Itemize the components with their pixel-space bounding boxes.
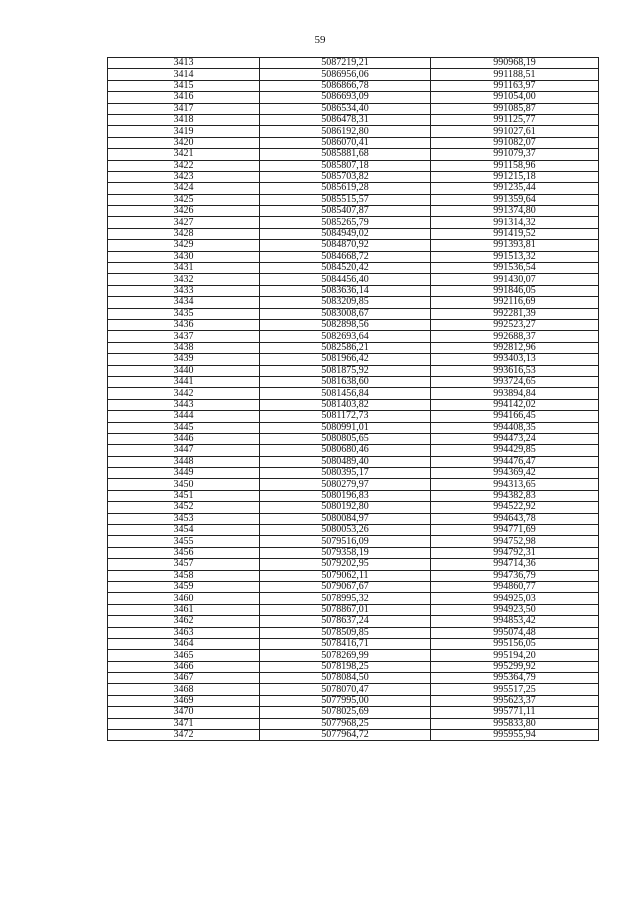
y-coordinate-cell: 995299,92	[431, 661, 599, 672]
point-number-cell: 3425	[108, 194, 260, 205]
point-number-cell: 3442	[108, 388, 260, 399]
coordinates-table-body	[108, 58, 599, 741]
x-coordinate-cell: 5085619,28	[260, 183, 431, 194]
x-coordinate-cell: 5080279,97	[260, 479, 431, 490]
table-row	[108, 399, 599, 410]
x-coordinate-cell: 5078025,69	[260, 707, 431, 718]
point-number-cell: 3449	[108, 468, 260, 479]
y-coordinate-cell: 994522,92	[431, 502, 599, 513]
x-coordinate-cell: 5084870,92	[260, 240, 431, 251]
x-coordinate-cell: 5086693,09	[260, 92, 431, 103]
point-number-cell: 3433	[108, 285, 260, 296]
point-number-cell: 3465	[108, 650, 260, 661]
y-coordinate-cell: 994643,78	[431, 513, 599, 524]
table-row	[108, 718, 599, 729]
y-coordinate-cell: 994473,24	[431, 433, 599, 444]
table-row	[108, 160, 599, 171]
y-coordinate-cell: 993894,84	[431, 388, 599, 399]
table-row	[108, 490, 599, 501]
y-coordinate-cell: 992688,37	[431, 331, 599, 342]
x-coordinate-cell: 5083209,85	[260, 297, 431, 308]
table-row	[108, 297, 599, 308]
y-coordinate-cell: 994476,47	[431, 456, 599, 467]
x-coordinate-cell: 5078867,01	[260, 604, 431, 615]
point-number-cell: 3415	[108, 80, 260, 91]
y-coordinate-cell: 991079,37	[431, 149, 599, 160]
table-row	[108, 171, 599, 182]
point-number-cell: 3431	[108, 263, 260, 274]
y-coordinate-cell: 991082,07	[431, 137, 599, 148]
table-row	[108, 365, 599, 376]
table-row	[108, 263, 599, 274]
table-row	[108, 684, 599, 695]
y-coordinate-cell: 994408,35	[431, 422, 599, 433]
table-row	[108, 650, 599, 661]
table-row	[108, 536, 599, 547]
x-coordinate-cell: 5078995,32	[260, 593, 431, 604]
y-coordinate-cell: 991359,64	[431, 194, 599, 205]
x-coordinate-cell: 5081456,84	[260, 388, 431, 399]
point-number-cell: 3438	[108, 342, 260, 353]
table-row	[108, 616, 599, 627]
table-row	[108, 411, 599, 422]
x-coordinate-cell: 5084668,72	[260, 251, 431, 262]
point-number-cell: 3459	[108, 581, 260, 592]
y-coordinate-cell: 994369,42	[431, 468, 599, 479]
table-row	[108, 570, 599, 581]
y-coordinate-cell: 991085,87	[431, 103, 599, 114]
x-coordinate-cell: 5078198,25	[260, 661, 431, 672]
y-coordinate-cell: 993724,65	[431, 376, 599, 387]
table-row	[108, 581, 599, 592]
y-coordinate-cell: 991430,07	[431, 274, 599, 285]
x-coordinate-cell: 5080680,46	[260, 445, 431, 456]
x-coordinate-cell: 5077968,25	[260, 718, 431, 729]
table-row	[108, 114, 599, 125]
x-coordinate-cell: 5084456,40	[260, 274, 431, 285]
point-number-cell: 3432	[108, 274, 260, 285]
point-number-cell: 3451	[108, 490, 260, 501]
y-coordinate-cell: 991054,00	[431, 92, 599, 103]
y-coordinate-cell: 995156,05	[431, 638, 599, 649]
x-coordinate-cell: 5079516,09	[260, 536, 431, 547]
x-coordinate-cell: 5083008,67	[260, 308, 431, 319]
point-number-cell: 3470	[108, 707, 260, 718]
point-number-cell: 3458	[108, 570, 260, 581]
table-row	[108, 559, 599, 570]
x-coordinate-cell: 5078084,50	[260, 673, 431, 684]
y-coordinate-cell: 995771,11	[431, 707, 599, 718]
x-coordinate-cell: 5085265,79	[260, 217, 431, 228]
x-coordinate-cell: 5078509,85	[260, 627, 431, 638]
point-number-cell: 3435	[108, 308, 260, 319]
table-row	[108, 251, 599, 262]
y-coordinate-cell: 994313,65	[431, 479, 599, 490]
y-coordinate-cell: 994166,45	[431, 411, 599, 422]
table-row	[108, 308, 599, 319]
point-number-cell: 3455	[108, 536, 260, 547]
x-coordinate-cell: 5081638,60	[260, 376, 431, 387]
point-number-cell: 3413	[108, 58, 260, 69]
table-row	[108, 240, 599, 251]
x-coordinate-cell: 5086866,78	[260, 80, 431, 91]
point-number-cell: 3463	[108, 627, 260, 638]
x-coordinate-cell: 5083636,14	[260, 285, 431, 296]
table-row	[108, 638, 599, 649]
y-coordinate-cell: 995833,80	[431, 718, 599, 729]
table-row	[108, 376, 599, 387]
y-coordinate-cell: 991163,97	[431, 80, 599, 91]
point-number-cell: 3444	[108, 411, 260, 422]
x-coordinate-cell: 5085807,18	[260, 160, 431, 171]
y-coordinate-cell: 991235,44	[431, 183, 599, 194]
y-coordinate-cell: 994923,50	[431, 604, 599, 615]
y-coordinate-cell: 991393,81	[431, 240, 599, 251]
point-number-cell: 3434	[108, 297, 260, 308]
table-row	[108, 604, 599, 615]
point-number-cell: 3414	[108, 69, 260, 80]
x-coordinate-cell: 5081403,82	[260, 399, 431, 410]
x-coordinate-cell: 5081966,42	[260, 354, 431, 365]
y-coordinate-cell: 994382,83	[431, 490, 599, 501]
point-number-cell: 3422	[108, 160, 260, 171]
y-coordinate-cell: 990968,19	[431, 58, 599, 69]
y-coordinate-cell: 991215,18	[431, 171, 599, 182]
point-number-cell: 3472	[108, 730, 260, 741]
point-number-cell: 3445	[108, 422, 260, 433]
table-row	[108, 285, 599, 296]
table-row	[108, 433, 599, 444]
y-coordinate-cell: 994142,02	[431, 399, 599, 410]
table-row	[108, 422, 599, 433]
point-number-cell: 3428	[108, 228, 260, 239]
point-number-cell: 3416	[108, 92, 260, 103]
y-coordinate-cell: 992281,39	[431, 308, 599, 319]
x-coordinate-cell: 5080053,26	[260, 525, 431, 536]
point-number-cell: 3443	[108, 399, 260, 410]
point-number-cell: 3464	[108, 638, 260, 649]
point-number-cell: 3468	[108, 684, 260, 695]
point-number-cell: 3417	[108, 103, 260, 114]
y-coordinate-cell: 992116,69	[431, 297, 599, 308]
y-coordinate-cell: 994853,42	[431, 616, 599, 627]
x-coordinate-cell: 5078637,24	[260, 616, 431, 627]
table-row	[108, 468, 599, 479]
y-coordinate-cell: 991188,51	[431, 69, 599, 80]
x-coordinate-cell: 5085881,68	[260, 149, 431, 160]
point-number-cell: 3419	[108, 126, 260, 137]
table-row	[108, 695, 599, 706]
x-coordinate-cell: 5086478,31	[260, 114, 431, 125]
point-number-cell: 3423	[108, 171, 260, 182]
y-coordinate-cell: 991374,80	[431, 206, 599, 217]
x-coordinate-cell: 5081172,73	[260, 411, 431, 422]
x-coordinate-cell: 5082693,64	[260, 331, 431, 342]
y-coordinate-cell: 994429,85	[431, 445, 599, 456]
point-number-cell: 3450	[108, 479, 260, 490]
point-number-cell: 3418	[108, 114, 260, 125]
point-number-cell: 3440	[108, 365, 260, 376]
point-number-cell: 3462	[108, 616, 260, 627]
point-number-cell: 3453	[108, 513, 260, 524]
y-coordinate-cell: 995623,37	[431, 695, 599, 706]
table-row	[108, 58, 599, 69]
y-coordinate-cell: 994714,36	[431, 559, 599, 570]
y-coordinate-cell: 991536,54	[431, 263, 599, 274]
y-coordinate-cell: 991314,32	[431, 217, 599, 228]
table-row	[108, 513, 599, 524]
point-number-cell: 3452	[108, 502, 260, 513]
table-row	[108, 80, 599, 91]
x-coordinate-cell: 5084520,42	[260, 263, 431, 274]
table-row	[108, 525, 599, 536]
point-number-cell: 3467	[108, 673, 260, 684]
x-coordinate-cell: 5077964,72	[260, 730, 431, 741]
x-coordinate-cell: 5085515,57	[260, 194, 431, 205]
x-coordinate-cell: 5080991,01	[260, 422, 431, 433]
table-row	[108, 479, 599, 490]
point-number-cell: 3456	[108, 547, 260, 558]
point-number-cell: 3439	[108, 354, 260, 365]
point-number-cell: 3447	[108, 445, 260, 456]
table-row	[108, 194, 599, 205]
y-coordinate-cell: 995364,79	[431, 673, 599, 684]
table-row	[108, 627, 599, 638]
x-coordinate-cell: 5078416,71	[260, 638, 431, 649]
table-row	[108, 69, 599, 80]
point-number-cell: 3437	[108, 331, 260, 342]
y-coordinate-cell: 992812,96	[431, 342, 599, 353]
table-row	[108, 661, 599, 672]
table-row	[108, 730, 599, 741]
x-coordinate-cell: 5086956,06	[260, 69, 431, 80]
table-row	[108, 319, 599, 330]
point-number-cell: 3460	[108, 593, 260, 604]
point-number-cell: 3426	[108, 206, 260, 217]
point-number-cell: 3469	[108, 695, 260, 706]
y-coordinate-cell: 994860,77	[431, 581, 599, 592]
y-coordinate-cell: 994925,03	[431, 593, 599, 604]
x-coordinate-cell: 5084949,02	[260, 228, 431, 239]
table-row	[108, 183, 599, 194]
x-coordinate-cell: 5079358,19	[260, 547, 431, 558]
point-number-cell: 3461	[108, 604, 260, 615]
point-number-cell: 3420	[108, 137, 260, 148]
x-coordinate-cell: 5080805,65	[260, 433, 431, 444]
table-row	[108, 673, 599, 684]
point-number-cell: 3424	[108, 183, 260, 194]
x-coordinate-cell: 5080489,40	[260, 456, 431, 467]
x-coordinate-cell: 5087219,21	[260, 58, 431, 69]
y-coordinate-cell: 994752,98	[431, 536, 599, 547]
table-row	[108, 149, 599, 160]
table-row	[108, 137, 599, 148]
point-number-cell: 3457	[108, 559, 260, 570]
y-coordinate-cell: 995955,94	[431, 730, 599, 741]
table-row	[108, 388, 599, 399]
table-row	[108, 331, 599, 342]
table-row	[108, 707, 599, 718]
y-coordinate-cell: 993403,13	[431, 354, 599, 365]
y-coordinate-cell: 991158,96	[431, 160, 599, 171]
x-coordinate-cell: 5086192,80	[260, 126, 431, 137]
y-coordinate-cell: 995074,48	[431, 627, 599, 638]
table-row	[108, 547, 599, 558]
table-row	[108, 217, 599, 228]
y-coordinate-cell: 991419,52	[431, 228, 599, 239]
y-coordinate-cell: 994771,69	[431, 525, 599, 536]
table-row	[108, 342, 599, 353]
x-coordinate-cell: 5085407,87	[260, 206, 431, 217]
point-number-cell: 3448	[108, 456, 260, 467]
x-coordinate-cell: 5080196,83	[260, 490, 431, 501]
x-coordinate-cell: 5082898,56	[260, 319, 431, 330]
x-coordinate-cell: 5080192,80	[260, 502, 431, 513]
x-coordinate-cell: 5078269,99	[260, 650, 431, 661]
point-number-cell: 3441	[108, 376, 260, 387]
y-coordinate-cell: 991513,32	[431, 251, 599, 262]
point-number-cell: 3421	[108, 149, 260, 160]
x-coordinate-cell: 5080084,97	[260, 513, 431, 524]
point-number-cell: 3429	[108, 240, 260, 251]
x-coordinate-cell: 5079202,95	[260, 559, 431, 570]
table-row	[108, 206, 599, 217]
x-coordinate-cell: 5079062,11	[260, 570, 431, 581]
y-coordinate-cell: 995517,25	[431, 684, 599, 695]
point-number-cell: 3471	[108, 718, 260, 729]
point-number-cell: 3446	[108, 433, 260, 444]
y-coordinate-cell: 994792,31	[431, 547, 599, 558]
table-row	[108, 593, 599, 604]
y-coordinate-cell: 992523,27	[431, 319, 599, 330]
coordinates-table	[107, 57, 599, 741]
point-number-cell: 3427	[108, 217, 260, 228]
page-number: 59	[314, 34, 326, 46]
point-number-cell: 3436	[108, 319, 260, 330]
x-coordinate-cell: 5085703,82	[260, 171, 431, 182]
y-coordinate-cell: 991846,05	[431, 285, 599, 296]
table-row	[108, 92, 599, 103]
table-row	[108, 502, 599, 513]
point-number-cell: 3454	[108, 525, 260, 536]
x-coordinate-cell: 5078070,47	[260, 684, 431, 695]
x-coordinate-cell: 5080395,17	[260, 468, 431, 479]
table-row	[108, 103, 599, 114]
table-row	[108, 456, 599, 467]
x-coordinate-cell: 5082586,21	[260, 342, 431, 353]
x-coordinate-cell: 5086534,40	[260, 103, 431, 114]
point-number-cell: 3430	[108, 251, 260, 262]
y-coordinate-cell: 991125,77	[431, 114, 599, 125]
x-coordinate-cell: 5081875,92	[260, 365, 431, 376]
point-number-cell: 3466	[108, 661, 260, 672]
y-coordinate-cell: 994736,79	[431, 570, 599, 581]
y-coordinate-cell: 993616,53	[431, 365, 599, 376]
x-coordinate-cell: 5079067,67	[260, 581, 431, 592]
x-coordinate-cell: 5086070,41	[260, 137, 431, 148]
table-row	[108, 228, 599, 239]
y-coordinate-cell: 991027,61	[431, 126, 599, 137]
y-coordinate-cell: 995194,20	[431, 650, 599, 661]
table-row	[108, 445, 599, 456]
x-coordinate-cell: 5077995,00	[260, 695, 431, 706]
table-row	[108, 354, 599, 365]
table-row	[108, 274, 599, 285]
table-row	[108, 126, 599, 137]
